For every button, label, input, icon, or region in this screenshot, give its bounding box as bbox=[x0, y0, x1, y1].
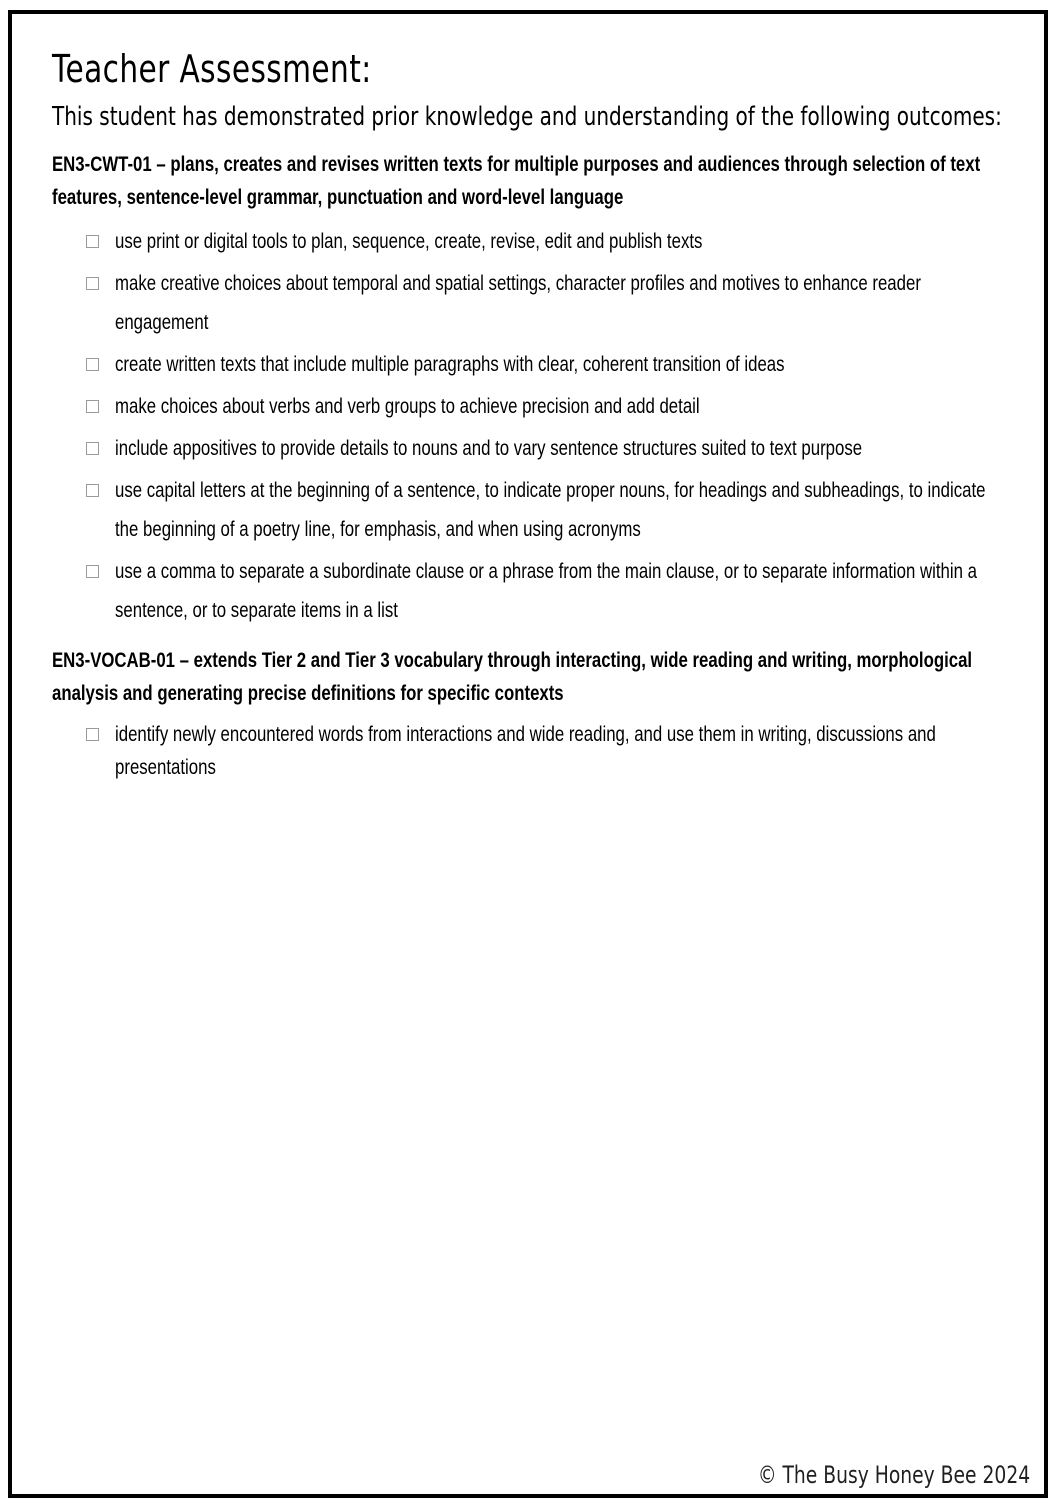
sections-container bbox=[52, 148, 1004, 784]
checkbox-icon[interactable] bbox=[86, 484, 99, 497]
page-subtitle: This student has demonstrated prior knowledge and understanding of the following outcomes: bbox=[52, 102, 1002, 132]
checkbox-icon[interactable] bbox=[86, 565, 99, 578]
outcome-section bbox=[52, 148, 1004, 630]
checklist-item-label: make creative choices about temporal and spatial settings, character profiles and motives to enhance reader engagement bbox=[115, 272, 921, 334]
checklist-item bbox=[52, 718, 1004, 784]
checkbox-icon[interactable] bbox=[86, 442, 99, 455]
checklist-item-label: include appositives to provide details to nouns and to vary sentence structures suited to text purpose bbox=[115, 437, 863, 460]
checkbox-icon[interactable] bbox=[86, 235, 99, 248]
outcome-checklist bbox=[52, 222, 1004, 630]
checkbox-icon[interactable] bbox=[86, 277, 99, 290]
checklist-item bbox=[52, 222, 1004, 261]
document-content bbox=[52, 46, 1004, 798]
checklist-item bbox=[52, 264, 1004, 342]
checklist-item-label: create written texts that include multiple paragraphs with clear, coherent transition of ideas bbox=[115, 353, 785, 376]
outcome-checklist bbox=[52, 718, 1004, 784]
checklist-item bbox=[52, 429, 1004, 468]
checkbox-icon[interactable] bbox=[86, 728, 99, 741]
checklist-item-label: use capital letters at the beginning of a sentence, to indicate proper nouns, for headings and subheadings, to indicate the beginning of a poetry line, for emphasis, and when using acronyms bbox=[115, 479, 986, 541]
checklist-item bbox=[52, 387, 1004, 426]
checkbox-icon[interactable] bbox=[86, 358, 99, 371]
checklist-item bbox=[52, 471, 1004, 549]
checklist-item bbox=[52, 552, 1004, 630]
checkbox-icon[interactable] bbox=[86, 400, 99, 413]
outcome-heading: EN3-VOCAB-01 – extends Tier 2 and Tier 3 vocabulary through interacting, wide reading and writing, morphological analysis and generating precise definitions for specific contexts bbox=[52, 648, 973, 705]
checklist-item bbox=[52, 345, 1004, 384]
checklist-item-label: identify newly encountered words from interactions and wide reading, and use them in writing, discussions and presentations bbox=[115, 723, 936, 779]
copyright-footer: © The Busy Honey Bee 2024 bbox=[757, 1461, 1030, 1489]
checklist-item-label: use a comma to separate a subordinate clause or a phrase from the main clause, or to separate information within a sentence, or to separate items in a list bbox=[115, 560, 977, 622]
outcome-heading: EN3-CWT-01 – plans, creates and revises written texts for multiple purposes and audiences through selection of text features, sentence-level grammar, punctuation and word-level language bbox=[52, 152, 981, 209]
page-title: Teacher Assessment: bbox=[52, 47, 372, 91]
checklist-item-label: make choices about verbs and verb groups to achieve precision and add detail bbox=[115, 395, 700, 418]
outcome-section bbox=[52, 644, 1004, 784]
checklist-item-label: use print or digital tools to plan, sequence, create, revise, edit and publish texts bbox=[115, 230, 703, 253]
